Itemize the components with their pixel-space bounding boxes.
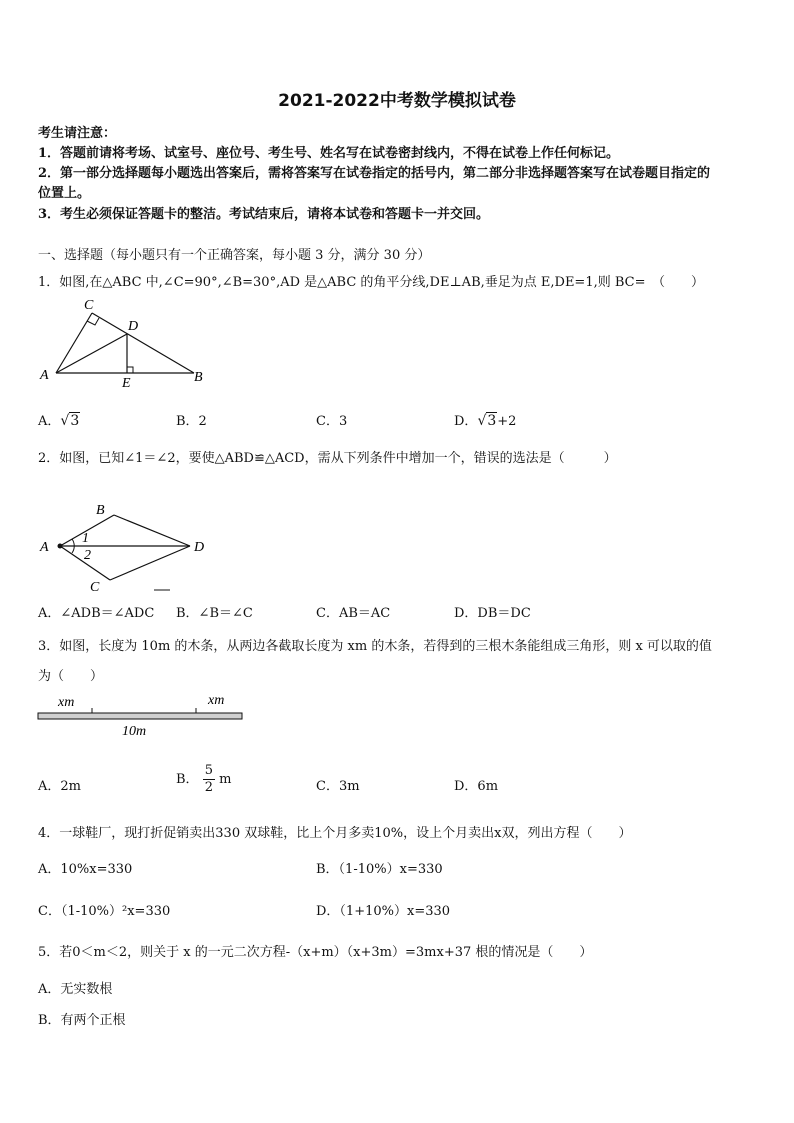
q1-option-a[interactable]	[38, 410, 80, 429]
q2-angle-2: 2	[84, 548, 91, 563]
q1-label-e: E	[122, 376, 131, 391]
q1-option-a-prefix: A．	[38, 414, 61, 429]
q2-label-b: B	[96, 503, 105, 518]
q1-option-b[interactable]: B．2	[176, 414, 207, 429]
q3-option-a[interactable]: A．2m	[38, 779, 81, 794]
q4-option-a[interactable]: A．10%x=330	[38, 862, 133, 877]
q3-option-b[interactable]	[176, 763, 231, 796]
q5-option-b[interactable]: B．有两个正根	[38, 1013, 126, 1028]
section-heading: 一、选择题（每小题只有一个正确答案，每小题 3 分，满分 30 分）	[38, 248, 431, 263]
q1-stem: 1．如图,在△ABC 中,∠C=90°,∠B=30°,AD 是△ABC 的角平分线,DE⊥AB,垂足为点 E,DE=1,则 BC= （ ）	[38, 275, 704, 290]
q1-option-c[interactable]: C．3	[316, 414, 348, 429]
notice-item-2: 2．第一部分选择题每小题选出答案后，需将答案写在试卷指定的括号内，第二部分非选择题答案写在试卷题目指定的	[38, 166, 711, 181]
q2-option-c[interactable]: C．AB＝AC	[316, 606, 391, 621]
q2-stem: 2．如图，已知∠1＝∠2，要使△ABD≌△ACD，需从下列条件中增加一个，错误的选法是（ ）	[38, 451, 617, 466]
q4-option-b[interactable]: B．（1-10%）x=330	[316, 862, 443, 877]
q2-angle-1: 1	[82, 531, 89, 546]
q1-option-d-prefix: D．	[454, 414, 478, 429]
q4-option-d[interactable]: D．（1+10%）x=330	[316, 904, 451, 919]
q3-stem-line-2: 为（ ）	[38, 669, 104, 684]
q2-quadrilateral-figure	[36, 495, 216, 593]
q1-option-d-suffix: +2	[497, 414, 517, 429]
q2-label-a: A	[40, 540, 49, 555]
q2-option-d[interactable]: D．DB＝DC	[454, 606, 531, 621]
q2-option-a[interactable]: A．∠ADB＝∠ADC	[38, 606, 155, 621]
q1-label-a: A	[40, 368, 49, 383]
q3-label-right: xm	[208, 693, 225, 708]
q3-option-b-unit: m	[219, 772, 232, 787]
q1-option-d[interactable]	[454, 410, 516, 429]
q1-triangle-figure	[36, 293, 216, 393]
sqrt-icon: √3	[60, 413, 80, 429]
notice-item-3: 3．考生必须保证答题卡的整洁。考试结束后，请将本试卷和答题卡一并交回。	[38, 207, 490, 222]
q3-label-total: 10m	[122, 724, 147, 739]
q3-stem-line-1: 3．如图，长度为 10m 的木条，从两边各截取长度为 xm 的木条，若得到的三根木条能组成三角形，则 x 可以取的值	[38, 639, 712, 654]
notice-item-1: 1．答题前请将考场、试室号、座位号、考生号、姓名写在试卷密封线内，不得在试卷上作任何标记。	[38, 146, 620, 161]
sqrt-icon: √3	[477, 413, 497, 429]
q5-stem: 5．若0＜m＜2，则关于 x 的一元二次方程-（x+m）（x+3m）=3mx+37 根的情况是（ ）	[38, 945, 593, 960]
q1-label-c: C	[84, 298, 94, 313]
q1-label-b: B	[194, 370, 203, 385]
q1-option-a-radicand: 3	[70, 413, 80, 429]
q3-label-left: xm	[58, 695, 75, 710]
q3-option-d[interactable]: D．6m	[454, 779, 499, 794]
notice-item-2-cont: 位置上。	[38, 186, 91, 201]
q2-label-d: D	[194, 540, 205, 555]
q1-option-d-radicand: 3	[487, 413, 497, 429]
q4-stem: 4．一球鞋厂，现打折促销卖出330 双球鞋，比上个月多卖10%，设上个月卖出x双，列出方程（ ）	[38, 826, 632, 841]
q2-option-b[interactable]: B．∠B＝∠C	[176, 606, 253, 621]
q4-option-c[interactable]: C．（1-10%）²x=330	[38, 904, 171, 919]
q3-option-b-prefix: B．	[176, 772, 199, 787]
q2-label-c: C	[90, 580, 100, 593]
q1-label-d: D	[128, 319, 139, 334]
q5-option-a[interactable]: A．无实数根	[38, 982, 113, 997]
q3-stick-figure	[36, 692, 248, 744]
notice-heading: 考生请注意：	[38, 126, 117, 141]
q3-option-c[interactable]: C．3m	[316, 779, 360, 794]
page-title: 2021-2022中考数学模拟试卷	[278, 91, 516, 111]
q3-option-b-fraction: $\frac{5}{2}$	[204, 763, 213, 795]
